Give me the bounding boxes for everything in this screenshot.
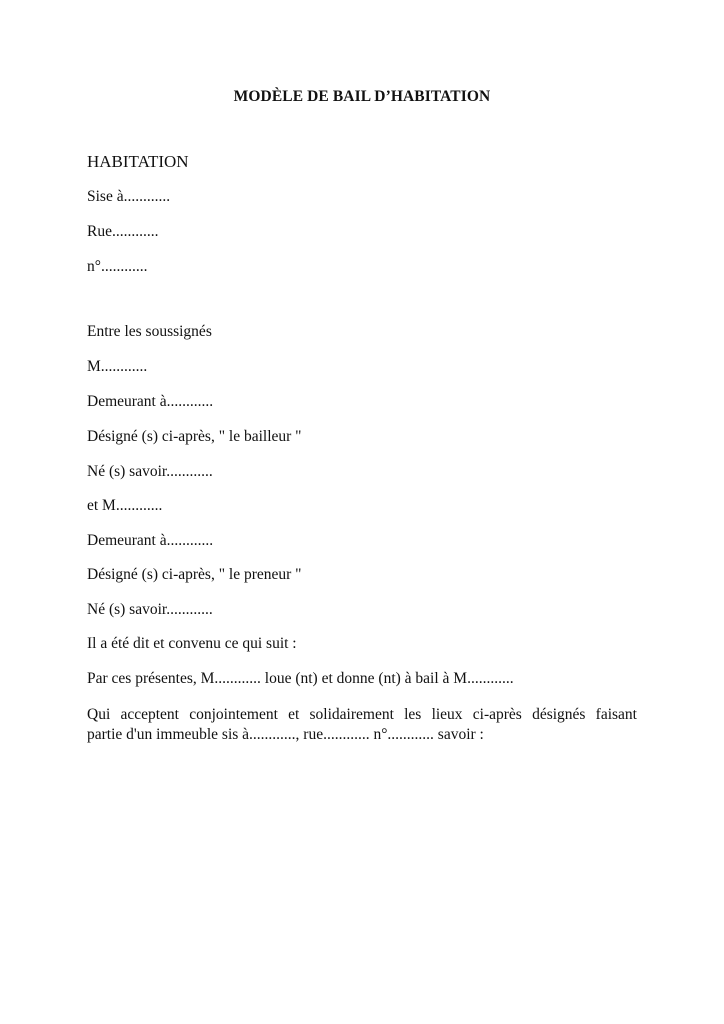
bailleur-name: M............ — [87, 358, 148, 375]
agreement-intro: Il a été dit et convenu ce qui suit : — [87, 635, 297, 652]
clause-location: Par ces présentes, M............ loue (nt) et donne (nt) à bail à M............ — [87, 670, 514, 687]
preneur-birth: Né (s) savoir............ — [87, 601, 213, 618]
section-heading: HABITATION — [87, 152, 189, 171]
address-numero: n°............ — [87, 258, 148, 275]
clause-acceptance — [87, 705, 637, 745]
preneur-designation: Désigné (s) ci-après, " le preneur " — [87, 566, 302, 583]
bailleur-birth: Né (s) savoir............ — [87, 463, 213, 480]
address-rue: Rue............ — [87, 223, 159, 240]
clause-acceptance-line-1: Qui acceptent conjointement et solidairement les lieux ci-après désignés faisant — [87, 706, 637, 723]
parties-intro: Entre les soussignés — [87, 323, 212, 340]
bailleur-domicile: Demeurant à............ — [87, 393, 214, 410]
document-title: MODÈLE DE BAIL D’HABITATION — [233, 88, 491, 105]
clause-acceptance-line-2: partie d'un immeuble sis à............, rue............ n°............ savoir : — [87, 726, 484, 743]
address-sise: Sise à............ — [87, 188, 171, 205]
bailleur-designation: Désigné (s) ci-après, " le bailleur " — [87, 428, 302, 445]
preneur-domicile: Demeurant à............ — [87, 532, 214, 549]
preneur-name: et M............ — [87, 497, 163, 514]
